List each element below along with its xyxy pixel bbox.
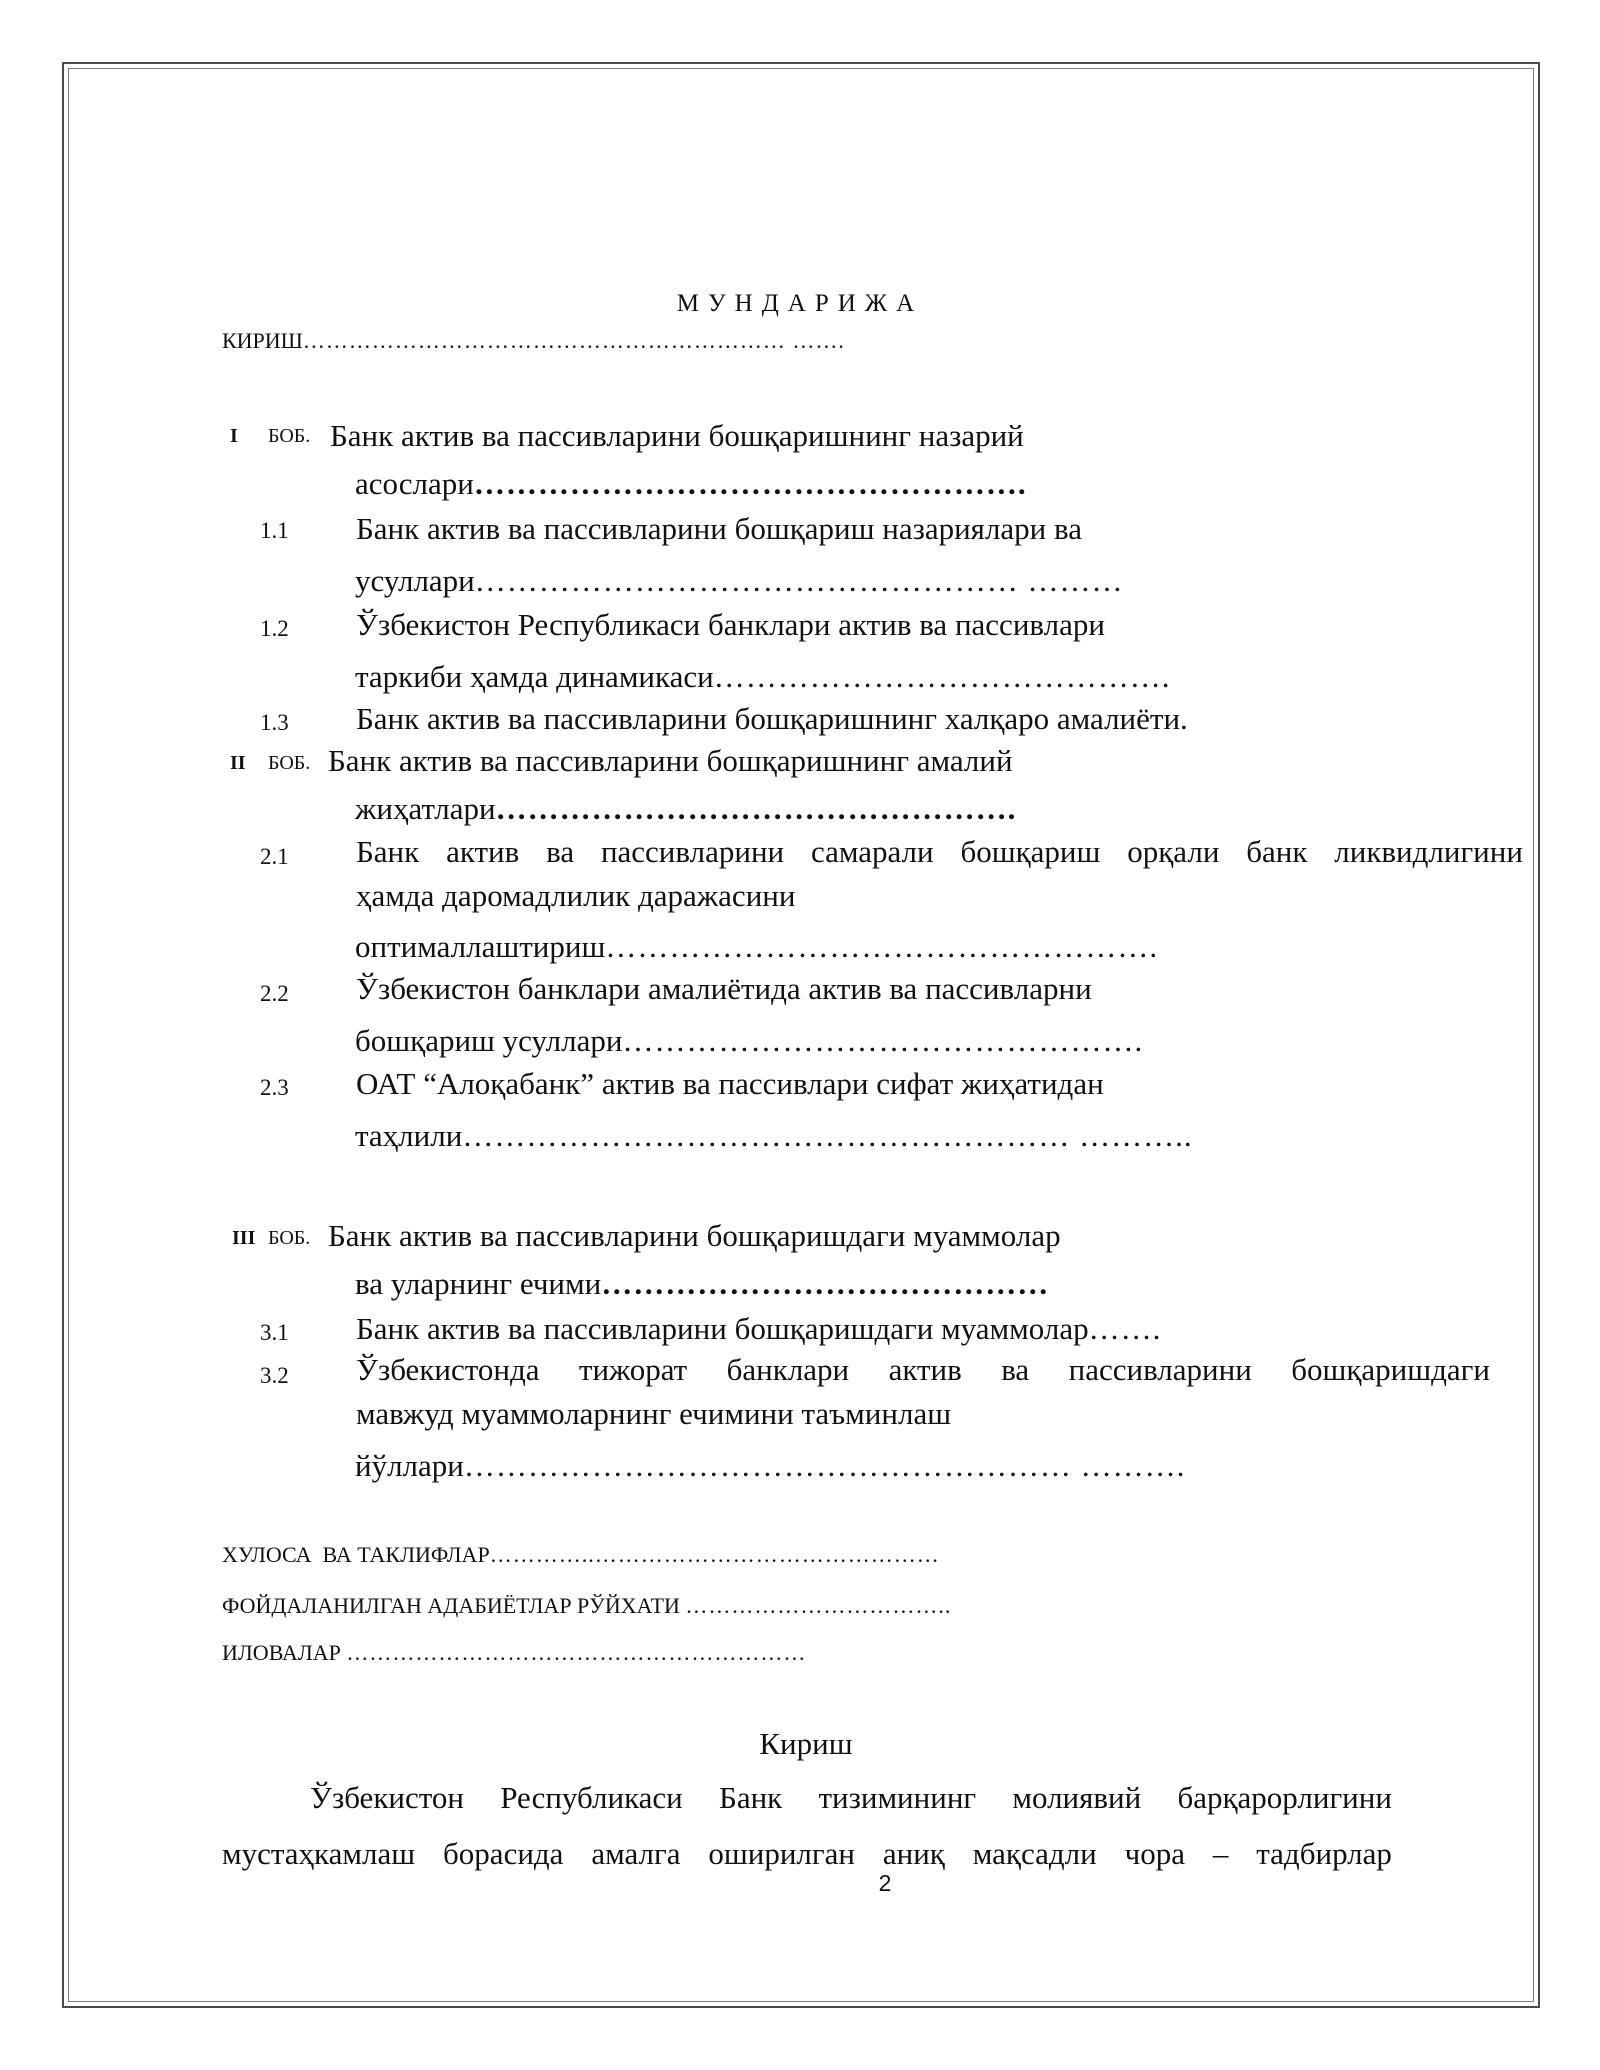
ch2-title-line1: Банк актив ва пассивларини бошқаришнинг амалий [328,743,1013,778]
word: актив [446,834,520,869]
toc-conclusion [222,1542,940,1568]
ch3-title-line1: Банк актив ва пассивларини бошқаришдаги муаммолар [328,1218,1061,1253]
s31-line1 [356,1311,1161,1347]
word: амалга [591,1836,681,1871]
intro-heading: Кириш [759,1726,853,1761]
word: актив [888,1352,962,1387]
s12-number: 1.2 [260,616,289,641]
s32-line3 [355,1448,1185,1484]
s13-line1: Банк актив ва пассивларини бошқаришнинг халқаро амалиёти. [356,701,1188,736]
word: тадбирлар [1256,1836,1392,1871]
toc-references [222,1593,951,1619]
s32-number: 3.2 [260,1363,289,1388]
word: мақсадли [972,1836,1097,1871]
s32-line2: мавжуд муаммоларнинг ечимини таъминлаш [356,1396,952,1431]
s23-line2-text: таҳлили [355,1118,463,1153]
s32-dots: ………………………………………………… ………. [463,1448,1186,1483]
s12-line2-text: таркиби ҳамда динамикаси [355,659,714,694]
word: аниқ [882,1836,945,1871]
intro-paragraph-line1 [310,1780,1392,1816]
s31-dots: ……. [1088,1311,1162,1346]
word: ликвидлигини [1334,834,1523,869]
toc-intro [222,328,845,354]
s21-line2: ҳамда даромадлилик даражасини [356,878,796,913]
word: оширилган [708,1836,855,1871]
word: Ўзбекистон [310,1780,464,1815]
ch2-bob: БОБ. [268,752,311,774]
s22-number: 2.2 [260,981,289,1006]
s32-line3-text: йўллари [355,1448,464,1483]
page-number: 2 [878,1870,892,1896]
word: борасида [443,1836,564,1871]
toc-intro-dots: ……………………………………………………… ……. [302,328,845,353]
s13-number: 1.3 [260,710,289,735]
s23-number: 2.3 [260,1075,289,1100]
word: Банк [719,1780,783,1815]
word: бошқариш [960,834,1101,869]
ch1-dots: ……………………………………………. [473,466,1027,501]
s22-line2 [355,1023,1143,1059]
word: мустаҳкамлаш [222,1836,416,1871]
ch3-bob: БОБ. [268,1227,311,1249]
word: ва [1001,1352,1030,1387]
word: – [1212,1836,1229,1871]
s23-line2 [355,1118,1193,1154]
ch1-bob: БОБ. [268,425,311,447]
s21-line1 [356,834,1523,870]
s22-dots: …………………………………………. [622,1023,1144,1058]
word: барқарорлигини [1177,1780,1392,1815]
word: орқали [1127,834,1220,869]
word: банк [1246,834,1308,869]
ch2-title-line2 [355,791,1016,827]
s11-number: 1.1 [260,518,289,543]
s32-line1 [356,1352,1490,1388]
word: пассивларини [600,834,785,869]
toc-appendix-dots: …………………………………………………… [346,1640,807,1665]
s12-line2 [355,659,1170,695]
s12-line1: Ўзбекистон Республикаси банклари актив ва пассивлари [356,607,1105,642]
word: чора [1124,1836,1185,1871]
word: пассивларини [1068,1352,1252,1387]
s31-line1-text: Банк актив ва пассивларини бошқаришдаги муаммолар [356,1311,1089,1346]
s21-dots: ……………………………………………. [605,929,1159,964]
s31-number: 3.1 [260,1320,289,1345]
word: Ўзбекистонда [356,1352,540,1387]
s22-line2-text: бошқариш усуллари [355,1023,623,1058]
ch3-number: III [232,1227,256,1249]
s11-dots: …………………………………………… ……… [474,563,1124,598]
ch1-number: I [230,425,238,447]
s12-dots: ……………………………………. [713,659,1171,694]
word: Республикаси [500,1780,683,1815]
ch2-title-line2-text: жиҳатлари [355,791,496,826]
s21-line3 [355,929,1158,965]
s11-line1: Банк актив ва пассивларини бошқариш назариялари ва [356,511,1083,546]
toc-appendix-label: ИЛОВАЛАР [222,1640,341,1665]
ch3-title-line2 [355,1266,1049,1302]
s21-line3-text: оптималлаштириш [355,929,606,964]
ch2-number: II [230,752,246,774]
word: бошқаришдаги [1291,1352,1490,1387]
toc-conclusion-dots: …………..……………………………………… [489,1542,940,1567]
intro-paragraph-line2 [222,1836,1392,1872]
toc-title: МУНДАРИЖА [676,290,924,317]
word: самарали [810,834,934,869]
word: тизимининг [818,1780,977,1815]
s22-line1: Ўзбекистон банклари амалиётида актив ва пассивларни [356,971,1092,1006]
word: ва [546,834,575,869]
ch1-title-line2-text: асослари [355,466,474,501]
ch1-title-line2 [355,466,1027,502]
ch1-title-line1: Банк актив ва пассивларини бошқаришнинг назарий [330,418,1024,453]
word: Банк [356,834,420,869]
toc-references-dots: …………………………….. [685,1593,952,1618]
ch2-dots: …………………………………………. [495,791,1017,826]
s23-line1: ОАТ “Алоқабанк” актив ва пассивлари сифат жиҳатидан [356,1066,1104,1101]
word: молиявий [1012,1780,1142,1815]
toc-intro-label: КИРИШ [222,328,303,353]
toc-references-label: ФОЙДАЛАНИЛГАН АДАБИЁТЛАР РЎЙХАТИ [222,1593,680,1618]
word: тижорат [578,1352,688,1387]
ch3-dots: …………………………………… [601,1266,1050,1301]
s23-dots: ………………………………………………… ……….. [462,1118,1193,1153]
toc-conclusion-label: ХУЛОСА ВА ТАКЛИФЛАР [222,1542,490,1567]
ch3-title-line2-text: ва уларнинг ечими [355,1266,602,1301]
s21-number: 2.1 [260,844,289,869]
toc-appendix [222,1640,806,1666]
s11-line2 [355,563,1124,599]
s11-line2-text: усуллари [355,563,475,598]
word: банклари [726,1352,850,1387]
